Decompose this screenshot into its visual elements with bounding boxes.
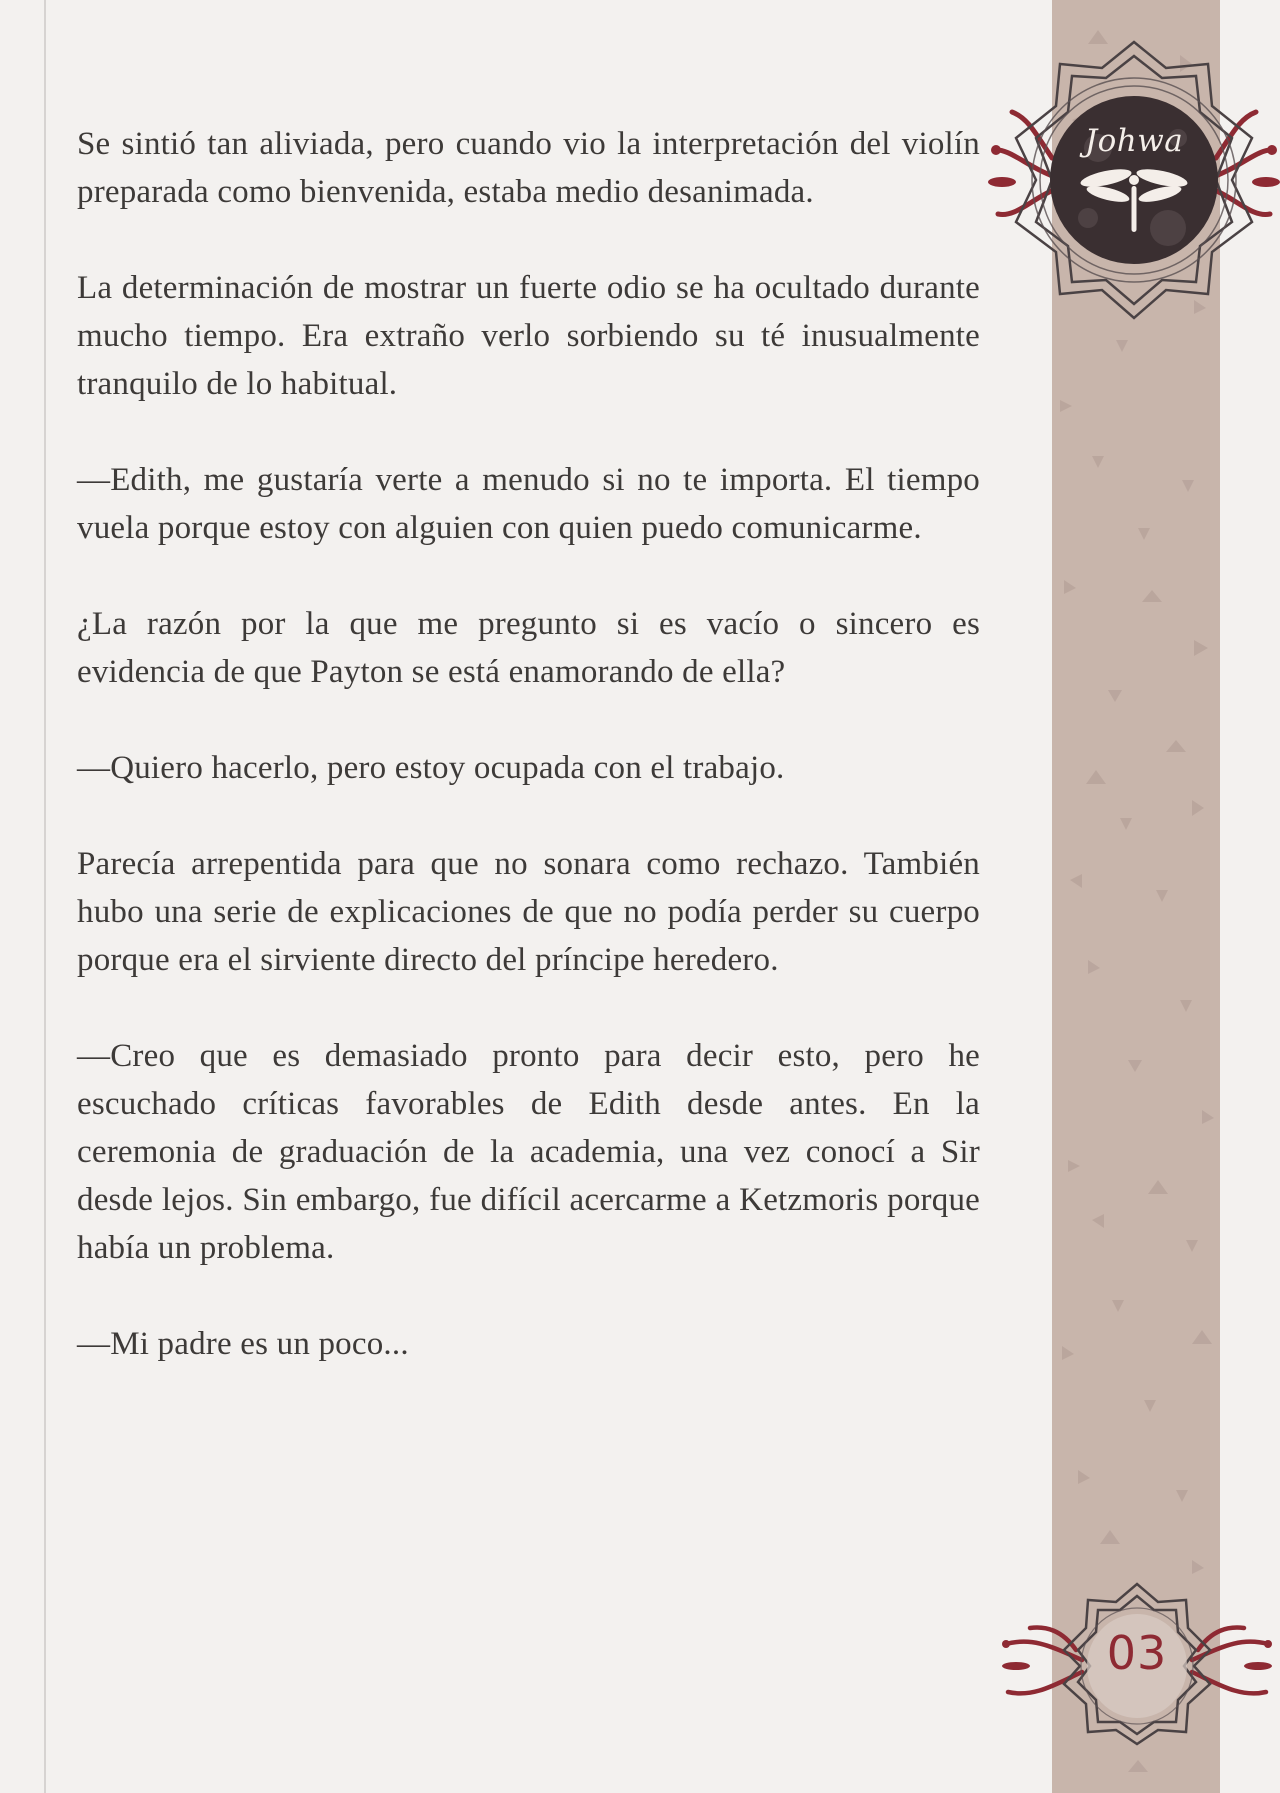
paragraph: Se sintió tan aliviada, pero cuando vio la interpretación del violín preparada como bienvenida, estaba medio desanimada. — [77, 126, 980, 210]
paragraph: ¿La razón por la que me pregunto si es vacío o sincero es evidencia de que Payton se está enamorando de ella? — [77, 606, 980, 690]
paragraph: La determinación de mostrar un fuerte odio se ha ocultado durante mucho tiempo. Era extraño verlo sorbiendo su té inusualmente tranquilo de lo habitual. — [77, 270, 980, 402]
paragraph: Parecía arrepentida para que no sonara como rechazo. También hubo una serie de explicaciones de que no podía perder su cuerpo porque era el sirviente directo del príncipe heredero. — [77, 846, 980, 978]
page-number: 03 — [1106, 1626, 1168, 1680]
paragraph: —Quiero hacerlo, pero estoy ocupada con el trabajo. — [77, 750, 785, 786]
paragraph: —Mi padre es un poco... — [77, 1326, 409, 1362]
page-margin-rule — [44, 0, 46, 1793]
page-number-ornament — [996, 1580, 1278, 1746]
paragraph: —Edith, me gustaría verte a menudo si no te importa. El tiempo vuela porque estoy con alguien con quien puedo comunicarme. — [77, 462, 980, 546]
paragraph: —Creo que es demasiado pronto para decir esto, pero he escuchado críticas favorables de Edith desde antes. En la ceremonia de graduación de la academia, una vez conocí a Sir desde lejos. Sin embargo, fue difícil acercarme a Ketzmoris porque había un problema. — [77, 1038, 980, 1266]
document-body — [77, 120, 980, 1416]
emblem-label: Johwa — [1084, 123, 1184, 159]
logo-emblem — [988, 38, 1280, 323]
